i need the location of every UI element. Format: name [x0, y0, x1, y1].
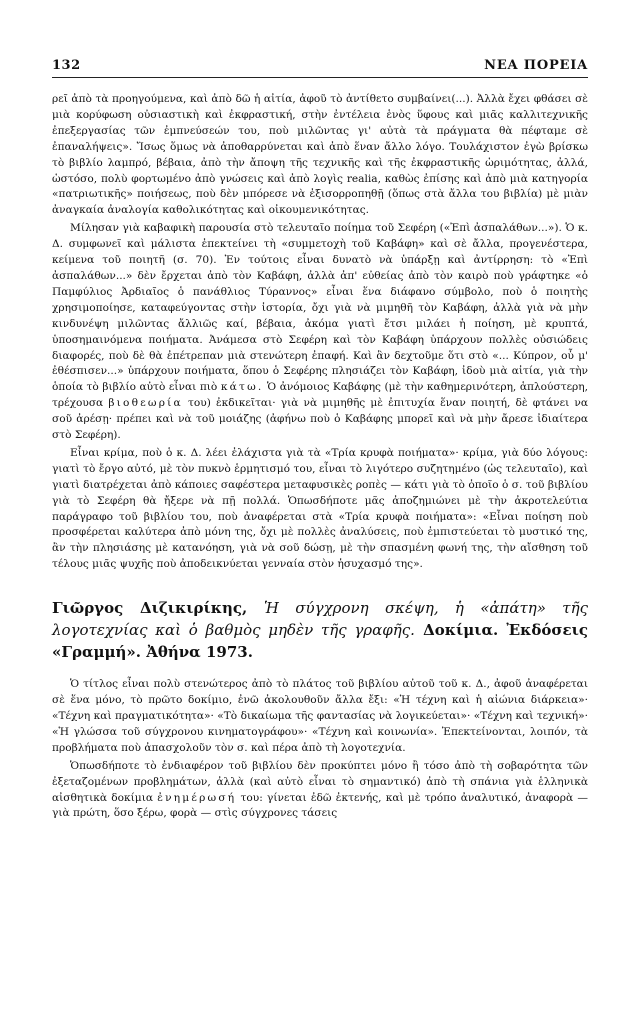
paragraph: ρεῖ ἀπὸ τὰ προηγούμενα, καὶ ἀπὸ δῶ ἡ αἰτία, ἀφοῦ τὸ ἀντίθετο συμβαίνει(...). Ἀλλὰ ἔχει φθάσει σὲ μιὰ κορύφωση οὐσιαστικὴ καὶ ἐκφραστική, στὴν ἐντέλεια ἑνὸς ὕφους καὶ μιᾶς καλλιτεχνικῆς ἐπεξεργασίας τῶν ἐμπνεύσεών του, ποὺ μιλῶντας γι' αὐτὰ τὰ πράγματα θὰ πέφταμε σὲ ἐπαναλήψεις». Ἴσως ὅμως νὰ ἀποθαρρύνεται καὶ ἀπὸ ἕναν ἄλλο λόγο. Τουλάχιστον ἐγὼ βρίσκω τὸ βιβλίο λαμπρό, βέβαια, ἀπὸ τὴν ἄποψη τῆς τεχνικῆς καὶ τῆς ἐκφραστικῆς ὡριμότητας, ἀλλά, ὡστόσο, πολὺ φορτωμένο ἀπὸ γνώσεις καὶ ἀπὸ λογὶς realia, καθὼς ἐπίσης καὶ ἀπὸ μιὰ κατηγορία «πατριωτικῆς» ποιήσεως, ποὺ δὲν μπόρεσε νὰ ἐξισορροπηθῇ (ὅπως στὰ ἄλλα του βιβλία) μὲ μιὰν ἀναγκαία ἀναλογία καθολικότητας καὶ οἰκουμενικότητας.: [52, 93, 588, 217]
review-book-title: Ἡ σύγχρονη σκέψη, ἡ «ἀπάτη» τῆς λογοτεχνίας καὶ ὁ βαθμὸς μηδὲν τῆς γραφῆς.: [52, 599, 588, 640]
review-heading: [52, 597, 588, 663]
paragraph: Μίλησαν γιὰ καβαφικὴ παρουσία στὸ τελευταῖο ποίημα τοῦ Σεφέρη («Ἐπὶ ἀσπαλάθων...»). Ὁ κ. Δ. συμφωνεῖ καὶ μάλιστα ἐπεκτείνει τὴ «συμμετοχὴ τοῦ Καβάφη» καὶ σὲ ἄλλα, προγενέστερα, κείμενα τοῦ ποιητῆ (σ. 70). Ἐν τούτοις εἶναι δυνατὸ νὰ ὑπάρξῃ καὶ ἀντίρρηση: τὸ «Ἐπὶ ἀσπαλάθων...» δὲν ἔρχεται ἀπὸ τὸν Καβάφη, ἀλλὰ ἀπ' εὐθείας ἀπὸ τὸν καιρὸ ποὺ γράφτηκε «ὁ Παμφύλιος Ἀρδιαῖος ὁ πανάθλιος Τύραννος» εἶναι ἕνα διάφανο σύμβολο, ποὺ ὁ ποιητὴς χρησιμοποίησε, καταφεύγοντας στὴν ἱστορία, ὄχι γιὰ νὰ μιμηθῆ τὸν Καβάφη, ἀλλὰ γιὰ νὰ μὴν κινδυνέψη μιλῶντας ἄλλιῶς καί, βέβαια, ἀκόμα γιατὶ ἔτσι μιλάει ἡ ποίηση, μὲ κρυπτά, ὑποσημαινόμενα ποιήματα. Ἀνάμεσα στὸ Σεφέρη καὶ τὸν Καβάφη ὑπάρχουν πολλὲς οὐσιώδεις διαφορές, ποὺ δὲ θὰ ἐπέτρεπαν μιὰ στενώτερη ἐπαφή. Καὶ ἂν δεχτοῦμε ὅτι στὸ «... Κύπρον, οὗ μ' ἐθέσπισεν...» ὑπάρχουν ποιήματα, ὅπου ὁ Σεφέρης πλησιάζει τὸν Καβάφη, ἰδοὺ μιὰ αἰτία, γιὰ τὴν ὁποία τὸ βιβλίο αὐτὸ εἶναι πιὸ κάτω. Ὁ ἀνόμοιος Καβάφης (μὲ τὴν καθημερινότερη, ἁπλούστερη, τρέχουσα βιοθεωρία του) ἐκδικεῖται· γιὰ νὰ μιμηθῆς μὲ ἐπιτυχία ἕναν ποιητή, δὲ φτάνει να σοῦ ἀρέσῃ· πρέπει καὶ νὰ τοῦ μοιάζης (ἀφήνω ποὺ ὁ Καβάφης μπορεῖ καὶ νὰ μὴν ἄρεσε ἰδιαίτερα στὸ Σεφέρη).: [52, 222, 588, 442]
paragraph: Εἶναι κρίμα, ποὺ ὁ κ. Δ. λέει ἐλάχιστα γιὰ τὰ «Τρία κρυφὰ ποιήματα»· κρίμα, γιὰ δύο λόγους: γιατὶ τὸ ἔργο αὐτό, μὲ τὸν πυκνὸ ἑρμητισμό του, εἶναι τὸ λιγότερο συζητημένο (ὡς τελευταῖο), καὶ γιατὶ διατρέχεται ἀπὸ κάποιες σαφέστερα μεταφυσικὲς ροπὲς — κάτι γιὰ τὸ ὁποῖο ὁ σ. τοῦ βιβλίου γιὰ τὸ Σεφέρη θὰ ἤξερε νὰ πῇ πολλά. Ὁπωσδήποτε μᾶς ἀποζημιώνει μὲ τὴν ἀκροτελεύτια παράγραφο τοῦ βιβλίου του, ποὺ ἀναφέρεται στὰ «Τρία κρυφὰ ποιήματα»: «Εἶναι ποίηση ποὺ προσφέρεται καλύτερα ἀπὸ μόνη της, ὄχι μὲ πολλὲς ἀναλύσεις, ποὺ ἐμπιστεύεται τὸ μυστικό της, ἂν τὴν πλησιάσης μὲ κατανόηση, γιὰ νὰ σοῦ δώσῃ, μὲ τὴν σπασμένη φωνή της, τὴν αἴσθηση τοῦ τέλους μιᾶς ψυχῆς ποὺ ἀποδεικνύεται γενναία στὸν ἡσυχασμό της».: [52, 446, 588, 571]
page-number: 132: [52, 58, 81, 73]
paragraph: Ὁ τίτλος εἶναι πολὺ στενώτερος ἀπὸ τὸ πλάτος τοῦ βιβλίου αὐτοῦ τοῦ κ. Δ., ἀφοῦ ἀναφέρεται σὲ ἕνα μόνο, τὸ πρῶτο δοκίμιο, ἐνῶ ἀκολουθοῦν ἄλλα ἔξι: «Ἡ τέχνη καὶ ἡ αἰώνια διάρκεια»· «Τέχνη καὶ πραγματικότητα»· «Τὸ δικαίωμα τῆς φαντασίας νὰ λογικεύεται»· «Τέχνη καὶ τεχνική»· «Ἡ γλώσσα τοῦ σύγχρονου κινηματογράφου»· «Τέχνη καὶ κοινωνία». Ἐπεκτείνονται, λοιπόν, τὰ προβλήματα ποὺ ἀπασχολοῦν τὸν σ. καὶ πέρα ἀπὸ τὴ λογοτεχνία.: [52, 678, 588, 754]
article-body: [52, 92, 588, 822]
paragraph: Ὁπωσδήποτε τὸ ἐνδιαφέρον τοῦ βιβλίου δὲν προκύπτει μόνο ἢ τόσο ἀπὸ τὴ σοβαρότητα τῶν ἐξεταζομένων προβλημάτων, ἀλλὰ (καὶ αὐτὸ εἶναι τὸ σημαντικό) ἀπὸ τὴ σπάνια γιὰ ἑλληνικὰ αἰσθητικὰ δοκίμια ἐνημέρωσή του: γίνεται ἐδῶ ἐκτενής, καὶ μὲ τρόπο ἀναλυτικό, ἀναφορὰ — γιὰ πρώτη, ὅσο ξέρω, φορὰ — στὶς σύγχρονες τάσεις: [52, 759, 588, 820]
journal-title: ΝΕΑ ΠΟΡΕΙΑ: [484, 58, 588, 73]
running-head: [52, 58, 588, 78]
review-author: Γιῶργος Διζικιρίκης,: [52, 599, 248, 618]
review-publication: Δοκίμια. Ἐκδόσεις «Γραμμή». Ἀθήνα 1973.: [52, 621, 588, 662]
